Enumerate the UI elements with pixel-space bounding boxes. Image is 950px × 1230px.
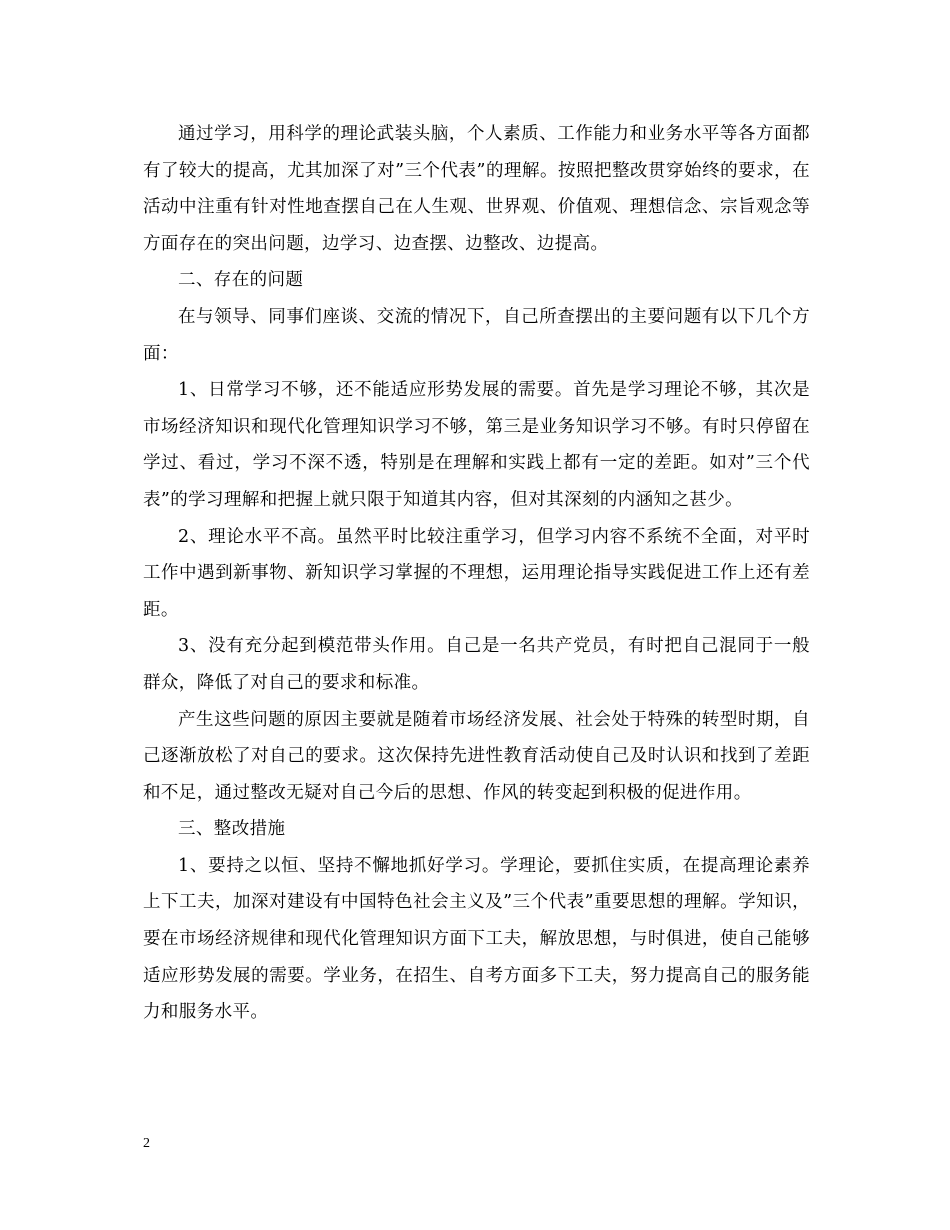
- document-body: [143, 116, 810, 1031]
- paragraph-problem-2: 2、理论水平不高。虽然平时比较注重学习，但学习内容不系统不全面，对平时工作中遇到新事物、新知识学习掌握的不理想，运用理论指导实践促进工作上还有差距。: [143, 526, 810, 620]
- paragraph-intro-learning: 通过学习，用科学的理论武装头脑，个人素质、工作能力和业务水平等各方面都有了较大的提高，尤其加深了对”三个代表”的理解。按照把整改贯穿始终的要求，在活动中注重有针对性地查摆自己在人生观、世界观、价值观、理想信念、宗旨观念等方面存在的突出问题，边学习、边查摆、边整改、边提高。: [143, 124, 810, 254]
- paragraph-problem-1: 1、日常学习不够，还不能适应形势发展的需要。首先是学习理论不够，其次是市场经济知识和现代化管理知识学习不够，第三是业务知识学习不够。有时只停留在学过、看过，学习不深不透，特别是在理解和实践上都有一定的差距。如对”三个代表”的学习理解和把握上就只限于知道其内容，但对其深刻的内涵知之甚少。: [143, 380, 810, 510]
- paragraph-measure-1: 1、要持之以恒、坚持不懈地抓好学习。学理论，要抓住实质，在提高理论素养上下工夫，加深对建设有中国特色社会主义及”三个代表”重要思想的理解。学知识，要在市场经济规律和现代化管理知识方面下工夫，解放思想，与时俱进，使自己能够适应形势发展的需要。学业务，在招生、自考方面多下工夫，努力提高自己的服务能力和服务水平。: [143, 855, 810, 1023]
- paragraph-problem-causes: 产生这些问题的原因主要就是随着市场经济发展、社会处于特殊的转型时期，自己逐渐放松了对自己的要求。这次保持先进性教育活动使自己及时认识和找到了差距和不足，通过整改无疑对自己今后的思想、作风的转变起到积极的促进作用。: [143, 709, 810, 803]
- paragraph-problems-overview: 在与领导、同事们座谈、交流的情况下，自己所查摆出的主要问题有以下几个方面：: [143, 306, 810, 364]
- section-heading-problems: 二、存在的问题: [178, 270, 304, 291]
- page-number: 2: [143, 1136, 150, 1151]
- section-heading-measures: 三、整改措施: [178, 819, 286, 840]
- paragraph-problem-3: 3、没有充分起到模范带头作用。自己是一名共产党员，有时把自己混同于一般群众，降低了对自己的要求和标准。: [143, 636, 810, 693]
